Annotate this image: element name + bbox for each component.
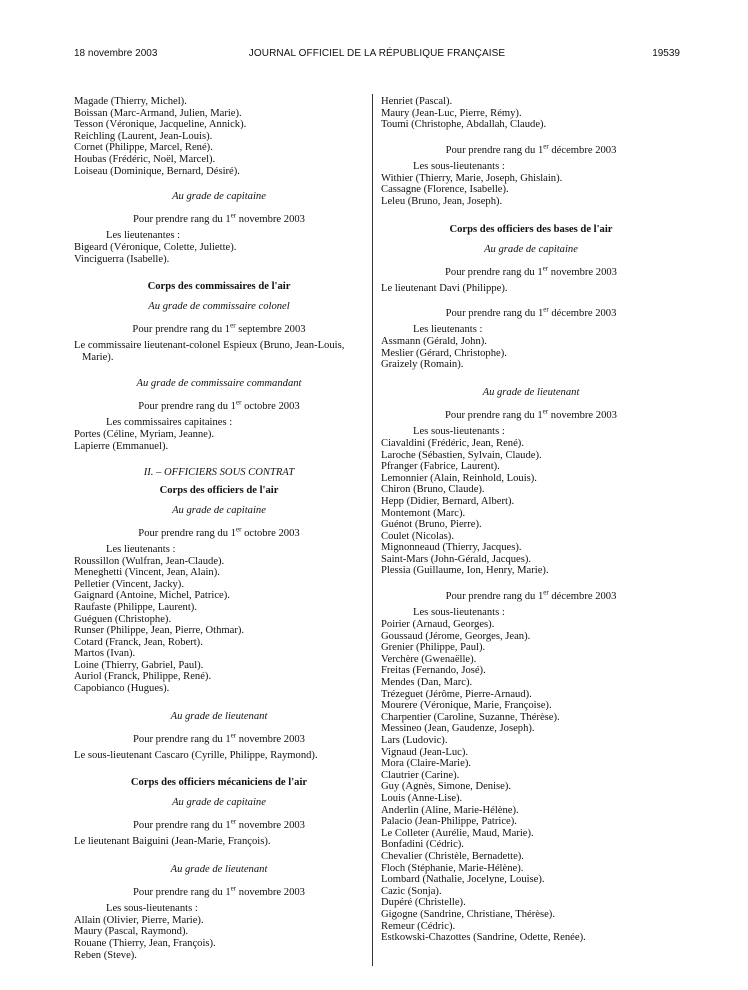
name-list [381, 173, 681, 208]
name-entry: Magade (Thierry, Michel). [74, 96, 187, 107]
corps-heading: Corps des commissaires de l'air [147, 281, 291, 293]
name-entry: Vinciguerra (Isabelle). [74, 253, 170, 265]
name-list [381, 438, 681, 577]
rank-date: Pour prendre rang du 1er novembre 2003 [133, 884, 305, 898]
name-list [74, 915, 364, 961]
name-entry: Verchère (Gwenaëlle). [381, 653, 477, 665]
rank-date: Pour prendre rang du 1er décembre 2003 [445, 305, 617, 320]
name-entry: Le Colleter (Aurélie, Maud, Marie). [381, 827, 534, 839]
name-entry: Meneghetti (Vincent, Jean, Alain). [74, 567, 220, 579]
rank-group-label: Les sous-lieutenants : [413, 607, 505, 619]
name-list [381, 96, 681, 131]
name-entry: Lemonnier (Alain, Reinhold, Louis). [381, 472, 537, 484]
name-entry: Roussillon (Wulfran, Jean-Claude). [74, 555, 225, 567]
rank-group-label: Les lieutenants : [106, 543, 176, 555]
header-date: 18 novembre 2003 [74, 48, 158, 59]
rank-date: Pour prendre rang du 1er novembre 2003 [133, 817, 305, 832]
name-list [74, 96, 364, 177]
name-entry: Meslier (Gérard, Christophe). [381, 347, 507, 359]
name-entry: Chevalier (Christèle, Bernadette). [381, 850, 524, 862]
promotion-entry: Le lieutenant Davi (Philippe). [381, 282, 508, 294]
name-list [74, 556, 364, 695]
name-entry: Runser (Philippe, Jean, Pierre, Othmar). [74, 625, 245, 637]
corps-heading: Corps des officiers des bases de l'air [449, 223, 613, 235]
grade-heading: Au grade de lieutenant [170, 710, 268, 722]
grade-heading: Au grade de capitaine [172, 797, 266, 809]
rank-group-label: Les sous-lieutenants : [413, 160, 505, 172]
column-divider [372, 94, 373, 966]
name-entry: Rouane (Thierry, Jean, François). [74, 938, 216, 950]
name-entry: Clautrier (Carine). [381, 769, 460, 781]
name-entry: Portes (Céline, Myriam, Jeanne). [74, 429, 215, 441]
name-entry: Bonfadini (Cédric). [381, 839, 464, 851]
name-entry: Poirier (Arnaud, Georges). [381, 619, 495, 631]
rank-group-label: Les sous-lieutenants : [106, 902, 198, 914]
name-entry: Estkowski-Chazottes (Sandrine, Odette, Renée). [381, 932, 586, 944]
name-entry: Houbas (Frédéric, Noël, Marcel). [74, 153, 216, 165]
grade-heading: Au grade de lieutenant [170, 863, 268, 875]
name-entry: Cassagne (Florence, Isabelle). [381, 184, 509, 196]
name-entry: Leleu (Bruno, Jean, Joseph). [381, 195, 503, 207]
name-entry: Dupéré (Christelle). [381, 897, 466, 909]
grade-heading: Au grade de commissaire commandant [136, 378, 302, 390]
name-entry: Louis (Anne-Lise). [381, 792, 463, 804]
name-list [381, 336, 681, 371]
name-entry: Raufaste (Philippe, Laurent). [74, 601, 197, 613]
name-entry: Messineo (Jean, Gaudenze, Joseph). [381, 723, 535, 735]
name-entry: Lombard (Nathalie, Jocelyne, Louise). [381, 874, 545, 886]
name-entry: Allain (Olivier, Pierre, Marie). [74, 914, 204, 926]
grade-heading: Au grade de capitaine [172, 504, 266, 516]
left-column [74, 96, 364, 961]
name-entry: Lapierre (Emmanuel). [74, 440, 169, 452]
grade-heading: Au grade de capitaine [172, 191, 266, 203]
name-entry: Bigeard (Véronique, Colette, Juliette). [74, 242, 237, 254]
rank-date: Pour prendre rang du 1er décembre 2003 [445, 142, 617, 156]
name-list [381, 619, 681, 944]
name-entry: Plessia (Guillaume, Ion, Henry, Marie). [381, 565, 549, 577]
name-entry: Mendes (Dan, Marc). [381, 677, 473, 689]
name-entry: Pfranger (Fabrice, Laurent). [381, 461, 500, 473]
name-entry: Gaignard (Antoine, Michel, Patrice). [74, 590, 230, 602]
name-entry: Cotard (Franck, Jean, Robert). [74, 636, 203, 648]
name-entry: Auriol (Franck, Philippe, René). [74, 671, 212, 683]
rank-date: Pour prendre rang du 1er novembre 2003 [133, 731, 305, 745]
name-entry: Trézeguet (Jérôme, Pierre-Arnaud). [381, 688, 532, 700]
rank-date: Pour prendre rang du 1er décembre 2003 [445, 588, 617, 603]
name-entry: Henriet (Pascal). [381, 96, 453, 107]
name-entry: Toumi (Christophe, Abdallah, Claude). [381, 119, 547, 131]
rank-group-label: Les sous-lieutenants : [413, 425, 505, 437]
name-entry: Loiseau (Dominique, Bernard, Désiré). [74, 165, 240, 177]
rank-date: Pour prendre rang du 1er octobre 2003 [138, 398, 300, 413]
name-entry: Hepp (Didier, Bernard, Albert). [381, 495, 515, 507]
name-entry: Withier (Thierry, Marie, Joseph, Ghislain). [381, 172, 563, 184]
name-entry: Montemont (Marc). [381, 507, 466, 519]
rank-date: Pour prendre rang du 1er novembre 2003 [445, 264, 617, 278]
name-entry: Pelletier (Vincent, Jacky). [74, 578, 184, 590]
name-entry: Capobianco (Hugues). [74, 683, 170, 695]
name-entry: Mourere (Véronique, Marie, Françoise). [381, 700, 552, 712]
name-entry: Vignaud (Jean-Luc). [381, 746, 469, 758]
name-entry: Reichling (Laurent, Jean-Louis). [74, 130, 213, 142]
name-list [74, 429, 364, 452]
name-entry: Tesson (Véronique, Jacqueline, Annick). [74, 119, 247, 131]
name-entry: Cazic (Sonja). [381, 885, 442, 897]
name-entry: Saint-Mars (John-Gérald, Jacques). [381, 553, 532, 565]
section-heading: II. – OFFICIERS SOUS CONTRAT [143, 466, 295, 478]
right-column [381, 96, 681, 944]
name-entry: Palacio (Jean-Philippe, Patrice). [381, 816, 517, 828]
page-header [74, 48, 680, 60]
header-page-number: 19539 [652, 48, 680, 59]
header-title: JOURNAL OFFICIEL DE LA RÉPUBLIQUE FRANÇAISE [248, 48, 506, 59]
corps-heading: Corps des officiers de l'air [159, 484, 279, 496]
name-entry: Graizely (Romain). [381, 359, 464, 371]
rank-group-label: Les lieutenants : [413, 324, 483, 336]
rank-date: Pour prendre rang du 1er septembre 2003 [132, 321, 306, 336]
name-entry: Cornet (Philippe, Marcel, René). [74, 142, 213, 154]
name-list [74, 242, 364, 265]
name-entry: Guy (Agnès, Simone, Denise). [381, 781, 512, 793]
name-entry: Mignonneaud (Thierry, Jacques). [381, 542, 522, 554]
corps-heading: Corps des officiers mécaniciens de l'air [130, 777, 308, 789]
name-entry: Reben (Steve). [74, 949, 137, 961]
name-entry: Coulet (Nicolas). [381, 530, 454, 542]
grade-heading: Au grade de capitaine [484, 243, 578, 255]
name-entry: Maury (Pascal, Raymond). [74, 926, 189, 938]
name-entry: Chiron (Bruno, Claude). [381, 484, 485, 496]
grade-heading: Au grade de lieutenant [482, 386, 580, 398]
rank-group-label: Les lieutenantes : [106, 230, 181, 242]
name-entry: Laroche (Sébastien, Sylvain, Claude). [381, 449, 542, 461]
promotion-entry: Le lieutenant Baiguini (Jean-Marie, François). [74, 836, 271, 848]
name-entry: Gigogne (Sandrine, Christiane, Thérèse). [381, 908, 555, 920]
name-entry: Martos (Ivan). [74, 648, 136, 660]
grade-heading: Au grade de commissaire colonel [148, 301, 290, 313]
name-entry: Loine (Thierry, Gabriel, Paul). [74, 659, 204, 671]
name-entry: Lars (Ludovic). [381, 735, 448, 746]
name-entry: Guénot (Bruno, Pierre). [381, 519, 482, 531]
name-entry: Guéguen (Christophe). [74, 613, 172, 625]
name-entry: Freitas (Fernando, José). [381, 665, 486, 677]
name-entry: Mora (Claire-Marie). [381, 758, 472, 770]
promotion-entry: Le sous-lieutenant Cascaro (Cyrille, Philippe, Raymond). [74, 749, 318, 761]
rank-date: Pour prendre rang du 1er octobre 2003 [138, 525, 300, 539]
name-entry: Grenier (Philippe, Paul). [381, 642, 486, 654]
name-entry: Floch (Stéphanie, Marie-Hélène). [381, 862, 524, 874]
name-entry: Assmann (Gérald, John). [381, 336, 487, 348]
rank-date: Pour prendre rang du 1er novembre 2003 [133, 211, 305, 226]
name-entry: Maury (Jean-Luc, Pierre, Rémy). [381, 107, 522, 119]
name-entry: Charpentier (Caroline, Suzanne, Thérèse). [381, 711, 560, 723]
name-entry: Remeur (Cédric). [381, 920, 456, 932]
promotion-entry: Le commissaire lieutenant-colonel Espieux (Bruno, Jean-Louis, Marie). [74, 340, 345, 364]
rank-date: Pour prendre rang du 1er novembre 2003 [445, 407, 617, 421]
name-entry: Ciavaldini (Frédéric, Jean, René). [381, 437, 524, 449]
name-entry: Boissan (Marc-Armand, Julien, Marie). [74, 107, 242, 119]
rank-group-label: Les commissaires capitaines : [106, 417, 233, 429]
name-entry: Goussaud (Jérome, Georges, Jean). [381, 630, 531, 642]
name-entry: Anderlin (Aline, Marie-Hélène). [381, 804, 519, 816]
